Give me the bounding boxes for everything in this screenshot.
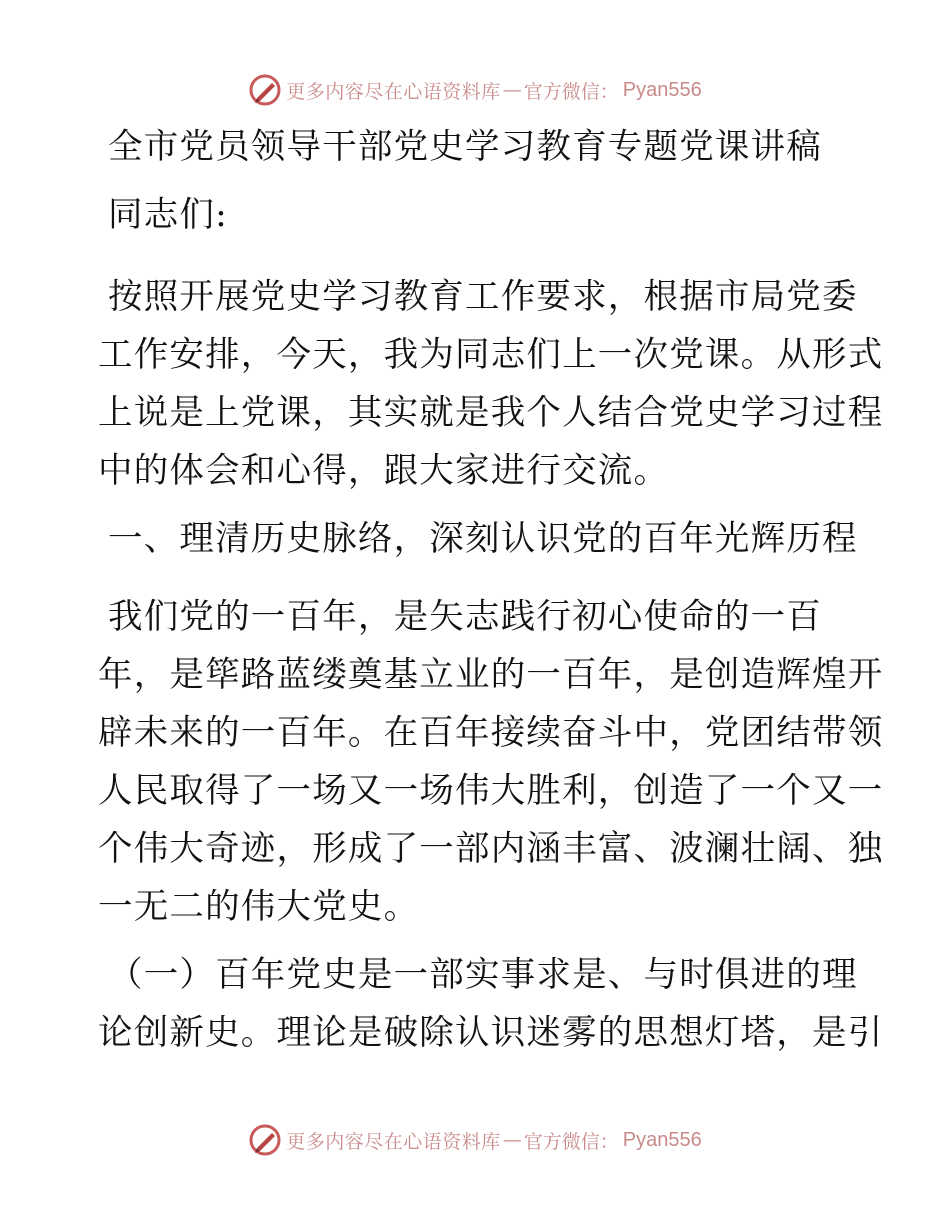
- watermark-wechat-id: Pyan556: [622, 78, 702, 101]
- watermark-wechat-label: 官方微信：: [523, 80, 619, 103]
- watermark-banner-bottom: [0, 1120, 950, 1160]
- section-paragraph: [98, 588, 884, 936]
- document-body: [98, 118, 884, 1062]
- paragraph-line: 上说是上党课，其实就是我个人结合党史学习过程: [98, 393, 884, 433]
- paragraph-line: 论创新史。理论是破除认识迷雾的思想灯塔，是引: [98, 1013, 884, 1053]
- salutation: 同志们:: [108, 195, 228, 235]
- watermark-wechat-label: 官方微信：: [523, 1130, 619, 1153]
- paragraph-line: 个伟大奇迹，形成了一部内涵丰富、波澜壮阔、独: [98, 829, 884, 869]
- paragraph-line: 我们党的一百年，是矢志践行初心使命的一百: [108, 597, 822, 637]
- paragraph-line: 中的体会和心得，跟大家进行交流。: [98, 451, 670, 491]
- document-title: 全市党员领导干部党史学习教育专题党课讲稿: [108, 127, 822, 167]
- watermark-text: 更多内容尽在心语资料库: [286, 80, 501, 103]
- watermark-dash: —: [502, 79, 522, 101]
- paragraph-line: 辟未来的一百年。在百年接续奋斗中，党团结带领: [98, 713, 884, 753]
- watermark-banner-top: [0, 70, 950, 110]
- pen-logo-icon: [248, 73, 282, 107]
- paragraph-line: （一）百年党史是一部实事求是、与时俱进的理: [108, 955, 858, 995]
- intro-paragraph: [98, 268, 884, 500]
- watermark-wechat-id: Pyan556: [622, 1128, 702, 1151]
- paragraph-line: 年，是筚路蓝缕奠基立业的一百年，是创造辉煌开: [98, 655, 884, 695]
- paragraph-line: 工作安排，今天，我为同志们上一次党课。从形式: [98, 335, 884, 375]
- paragraph-line: 按照开展党史学习教育工作要求，根据市局党委: [108, 277, 858, 317]
- watermark-text: 更多内容尽在心语资料库: [286, 1130, 501, 1153]
- paragraph-line: 人民取得了一场又一场伟大胜利，创造了一个又一: [98, 771, 884, 811]
- subsection-paragraph: [98, 946, 884, 1062]
- pen-logo-icon: [248, 1123, 282, 1157]
- section-heading: 一、理清历史脉络，深刻认识党的百年光辉历程: [108, 519, 858, 559]
- watermark-dash: —: [502, 1129, 522, 1151]
- paragraph-line: 一无二的伟大党史。: [98, 887, 420, 927]
